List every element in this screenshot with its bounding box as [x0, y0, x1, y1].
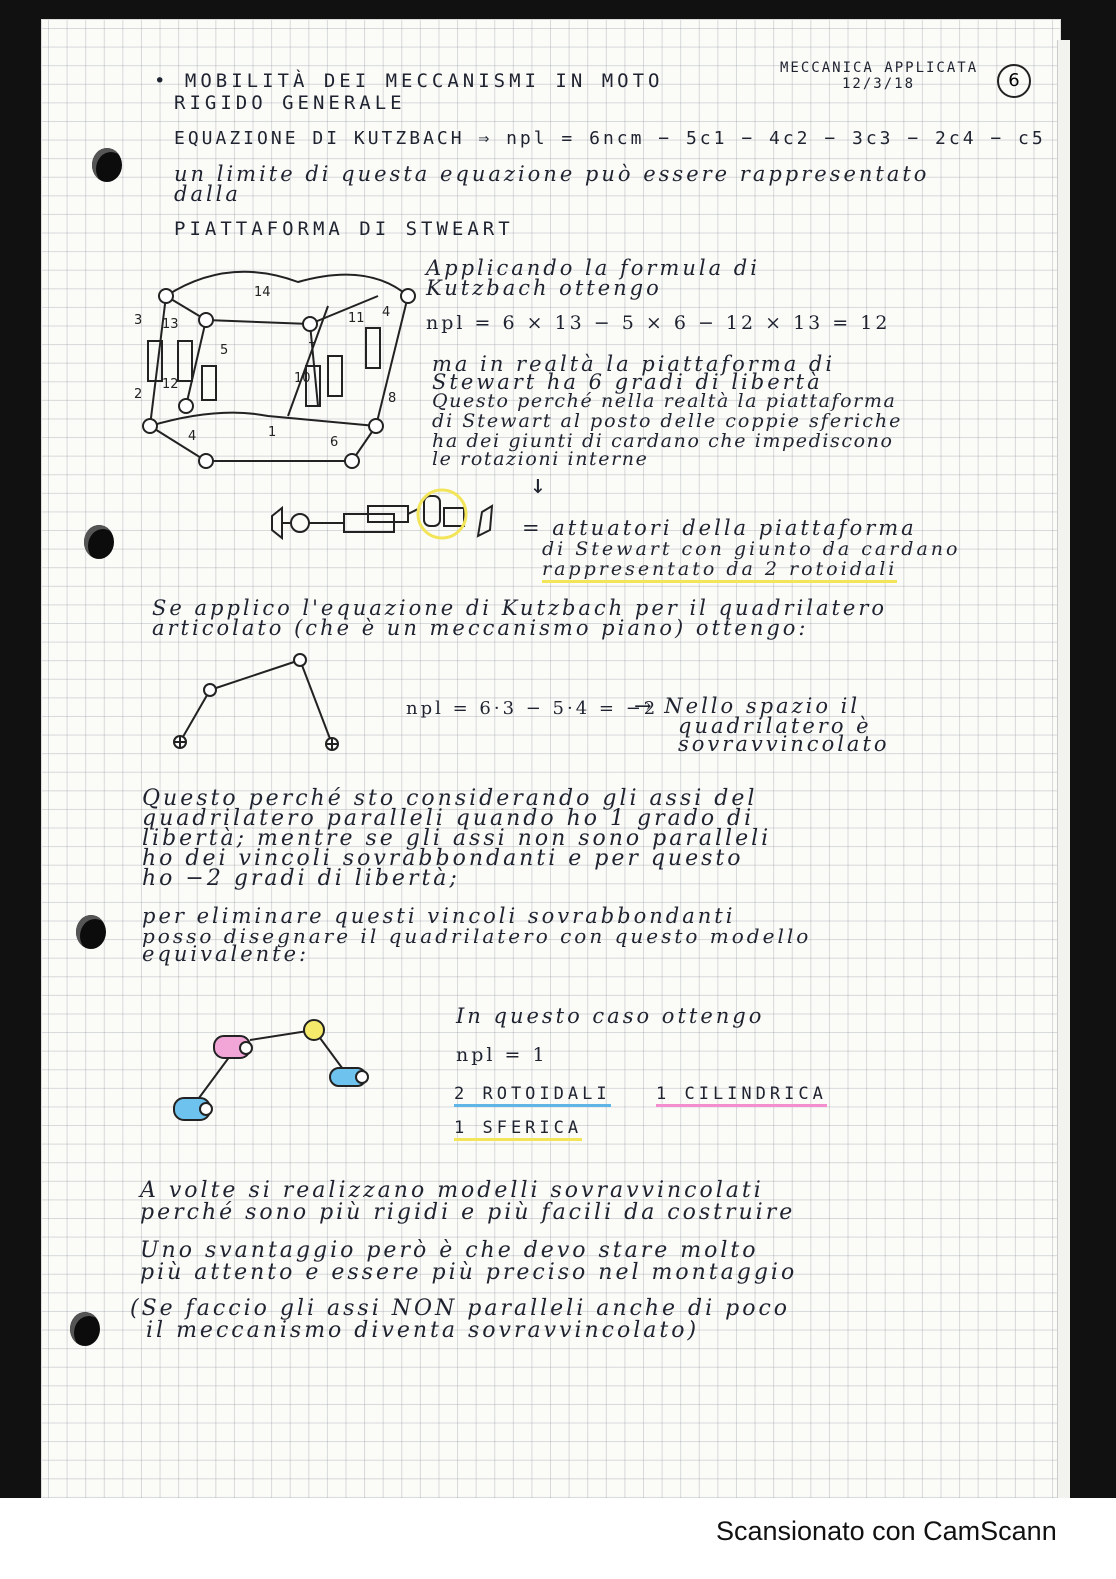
explanation-1: Questo perché sto considerando gli assi del [142, 786, 758, 811]
punch-hole [70, 1312, 100, 1346]
diagram-label: 1 [268, 425, 277, 440]
notebook-page [42, 20, 1060, 1498]
punch-hole [84, 525, 114, 559]
apply-text-2: Kutzbach ottengo [426, 276, 662, 300]
model-npl: npl = 1 [456, 1044, 548, 1066]
reality-text-3: Questo perché nella realtà la piattaforma [432, 390, 897, 412]
cardano-highlight [418, 490, 466, 538]
diagram-label: 6 [330, 435, 339, 450]
explanation-5: ho −2 gradi di libertà; [142, 866, 460, 891]
diagram-label: 4 [382, 305, 391, 320]
note-date: 12/3/18 [842, 76, 916, 92]
sferica-label: 1 SFERICA [454, 1118, 582, 1141]
eliminate-3: equivalente: [142, 942, 310, 966]
explanation-4: ho dei vincoli sovrabbondanti e per questo [142, 846, 744, 871]
eliminate-1: per eliminare questi vincoli sovrabbondanti [142, 904, 736, 928]
section-title-cont: RIGIDO GENERALE [174, 92, 406, 114]
punch-hole [92, 148, 122, 182]
cilindrica-label: 1 CILINDRICA [656, 1084, 827, 1107]
diagram-label: 11 [348, 311, 365, 326]
actuator-text-1: = attuatori della piattaforma [522, 516, 917, 540]
kutzbach-equation: EQUAZIONE DI KUTZBACH ⇒ npl = 6ncm − 5c1 − 4c2 − 3c3 − 2c4 − c5 [174, 128, 1046, 149]
actuator-text-2: di Stewart con giunto da cardano [542, 538, 961, 560]
diagram-label: 10 [294, 371, 311, 386]
page-number: 6 [997, 64, 1031, 98]
explanation-3: libertà; mentre se gli assi non sono paralleli [142, 826, 772, 851]
closing-1: A volte si realizzano modelli sovravvincolati [140, 1178, 764, 1203]
quad-formula: npl = 6·3 − 5·4 = −2 [406, 698, 659, 719]
diagram-label: 5 [220, 343, 229, 358]
quad-note-1: → Nello spazio il [634, 694, 861, 718]
stewart-formula: npl = 6 × 13 − 5 × 6 − 12 × 13 = 12 [426, 312, 891, 334]
reality-text-1: ma in realtà la piattaforma di [432, 352, 836, 376]
diagram-label: 8 [388, 391, 397, 406]
diagram-label: 14 [254, 285, 271, 300]
stewart-heading: PIATTAFORMA DI STWEART [174, 218, 514, 240]
model-result: In questo caso ottengo [456, 1004, 765, 1028]
diagram-label: 4 [188, 429, 197, 444]
section-title: • MOBILITÀ DEI MECCANISMI IN MOTO [154, 70, 664, 92]
closing-5: (Se faccio gli assi NON paralleli anche di poco [130, 1296, 791, 1321]
rotoidali-label: 2 ROTOIDALI [454, 1084, 611, 1107]
quad-note-3: sovravvincolato [678, 732, 890, 756]
closing-6: il meccanismo diventa sovravvincolato) [146, 1318, 700, 1343]
closing-4: più attento e essere più preciso nel montaggio [140, 1260, 798, 1285]
reality-text-5: ha dei giunti di cardano che impediscono [432, 430, 894, 452]
limit-text-1: un limite di questa equazione può essere rappresentato [174, 162, 930, 186]
actuator-text-3: rappresentato da 2 rotoidali [542, 558, 897, 583]
diagram-label: 2 [134, 387, 143, 402]
diagram-label: 3 [134, 313, 143, 328]
quad-intro-1: Se applico l'equazione di Kutzbach per il quadrilatero [152, 596, 888, 620]
punch-hole [76, 915, 106, 949]
explanation-2: quadrilatero paralleli quando ho 1 grado di [142, 806, 755, 831]
reality-text-2: Stewart ha 6 gradi di libertà [432, 370, 823, 394]
down-arrow: ↓ [530, 470, 548, 500]
scanner-watermark: Scansionato con CamScann [716, 1516, 1057, 1546]
quad-intro-2: articolato (che è un meccanismo piano) ottengo: [152, 616, 809, 640]
equivalent-model-diagram [170, 1016, 390, 1136]
scanner-footer [0, 1498, 1116, 1579]
limit-text-2: dalla [174, 182, 241, 206]
four-bar-linkage-diagram [170, 650, 350, 760]
eliminate-2: posso disegnare il quadrilatero con questo modello [142, 924, 812, 948]
diagram-label: 13 [162, 317, 179, 332]
diagram-label: 12 [162, 377, 179, 392]
apply-text-1: Applicando la formula di [426, 256, 760, 280]
stewart-platform-diagram [134, 256, 418, 486]
closing-3: Uno svantaggio però è che devo stare molto [140, 1238, 759, 1263]
page-edge [1057, 40, 1070, 1500]
diagram-label: 7 [308, 341, 317, 356]
course-name: MECCANICA APPLICATA [780, 60, 979, 76]
reality-text-6: le rotazioni interne [432, 448, 649, 470]
closing-2: perché sono più rigidi e più facili da costruire [140, 1200, 796, 1225]
reality-text-4: di Stewart al posto delle coppie sferiche [432, 410, 903, 432]
quad-note-2: quadrilatero è [678, 714, 872, 738]
actuator-diagram [268, 486, 508, 556]
